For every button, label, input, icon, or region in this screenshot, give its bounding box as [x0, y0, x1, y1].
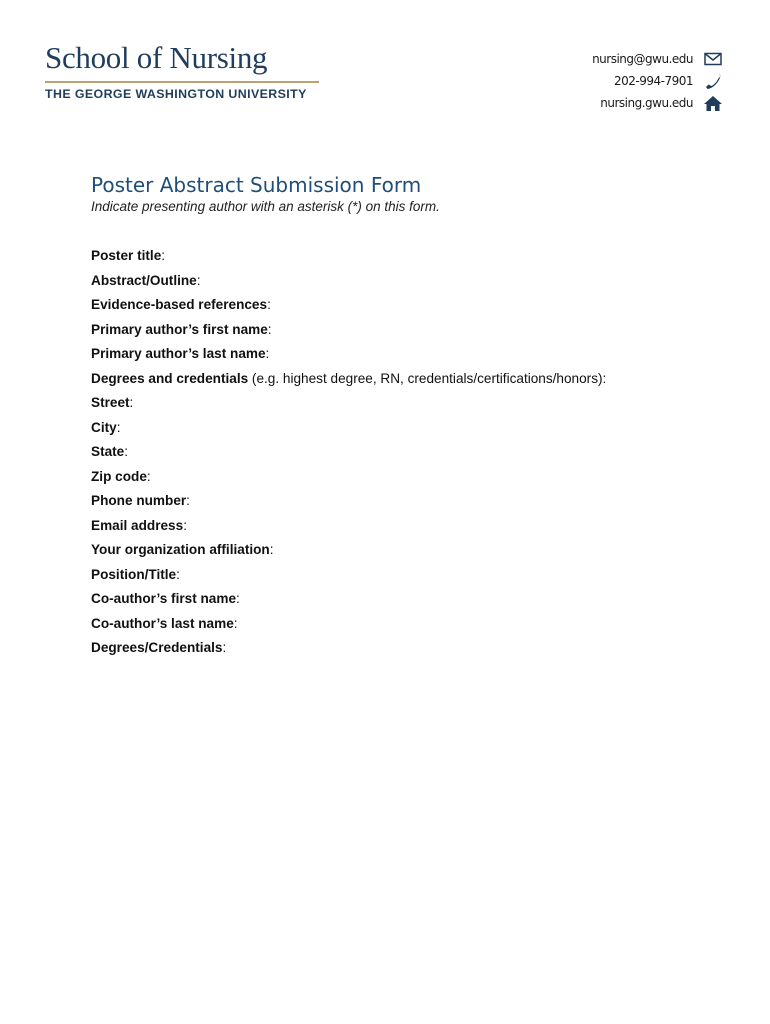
field-suffix: :: [161, 248, 166, 263]
form-content: [91, 172, 730, 661]
field-references: [91, 293, 730, 318]
phone-icon: [703, 71, 723, 91]
field-list: [91, 244, 730, 661]
field-label: Degrees and credentials: [91, 370, 249, 386]
field-primary-first-name: [91, 318, 730, 343]
field-suffix: :: [233, 615, 238, 631]
field-suffix: :: [146, 468, 151, 484]
website-text: nursing.gwu.edu: [600, 96, 693, 110]
field-suffix: :: [267, 297, 271, 312]
field-zip-code: [91, 465, 730, 490]
email-text: nursing@gwu.edu: [592, 52, 693, 66]
field-primary-last-name: [91, 342, 730, 367]
contact-phone: [592, 70, 723, 92]
field-label: Zip code: [91, 468, 147, 484]
field-suffix: :: [116, 419, 121, 435]
school-name: School of Nursing: [45, 40, 268, 75]
field-suffix: :: [222, 640, 227, 655]
field-poster-title: [91, 244, 730, 269]
field-suffix: :: [129, 395, 134, 410]
field-label: City: [91, 419, 117, 435]
letterhead-logo: [45, 40, 319, 103]
field-street: [91, 391, 730, 416]
field-suffix: :: [265, 346, 270, 361]
field-suffix: :: [196, 272, 201, 288]
field-label: Email address: [91, 517, 184, 533]
field-coauthor-credentials: [91, 636, 730, 661]
field-suffix: :: [267, 321, 272, 337]
field-label: Street: [91, 395, 130, 410]
form-instructions: Indicate presenting author with an asterisk (*) on this form.: [91, 199, 440, 214]
field-label: Primary author’s last name: [91, 346, 266, 361]
home-icon: [703, 93, 723, 113]
field-label: Co-author’s last name: [91, 615, 234, 631]
field-email-address: [91, 514, 730, 539]
contact-email: [592, 48, 723, 70]
field-label: Degrees/Credentials: [91, 640, 223, 655]
university-name: THE GEORGE WASHINGTON UNIVERSITY: [45, 87, 307, 101]
field-degrees-credentials: [91, 367, 730, 392]
field-label: Phone number: [91, 493, 187, 508]
field-suffix: :: [236, 591, 240, 606]
field-position-title: [91, 563, 730, 588]
field-suffix: :: [186, 493, 190, 508]
logo-divider: [45, 81, 319, 83]
field-label: Your organization affiliation: [91, 542, 270, 557]
envelope-icon: [703, 49, 723, 69]
field-city: [91, 416, 730, 441]
field-label: Position/Title: [91, 566, 177, 582]
field-organization: [91, 538, 730, 563]
field-label: Primary author’s first name: [91, 321, 268, 337]
field-coauthor-first-name: [91, 587, 730, 612]
field-state: [91, 440, 730, 465]
contact-info: [592, 48, 723, 114]
form-title: Poster Abstract Submission Form: [91, 173, 422, 197]
field-suffix: :: [176, 566, 180, 582]
contact-website: [592, 92, 723, 114]
field-suffix: :: [269, 542, 274, 557]
field-suffix: :: [183, 517, 187, 533]
field-coauthor-last-name: [91, 612, 730, 637]
field-label: Abstract/Outline: [91, 272, 197, 288]
field-abstract-outline: [91, 269, 730, 294]
field-label: Poster title: [91, 248, 162, 263]
field-label: Evidence-based references: [91, 297, 268, 312]
phone-text: 202-994-7901: [613, 74, 693, 88]
field-phone-number: [91, 489, 730, 514]
field-label: Co-author’s first name: [91, 591, 237, 606]
field-suffix: :: [124, 444, 129, 459]
field-label: State: [91, 444, 125, 459]
field-suffix: (e.g. highest degree, RN, credentials/certifications/honors):: [248, 370, 607, 386]
